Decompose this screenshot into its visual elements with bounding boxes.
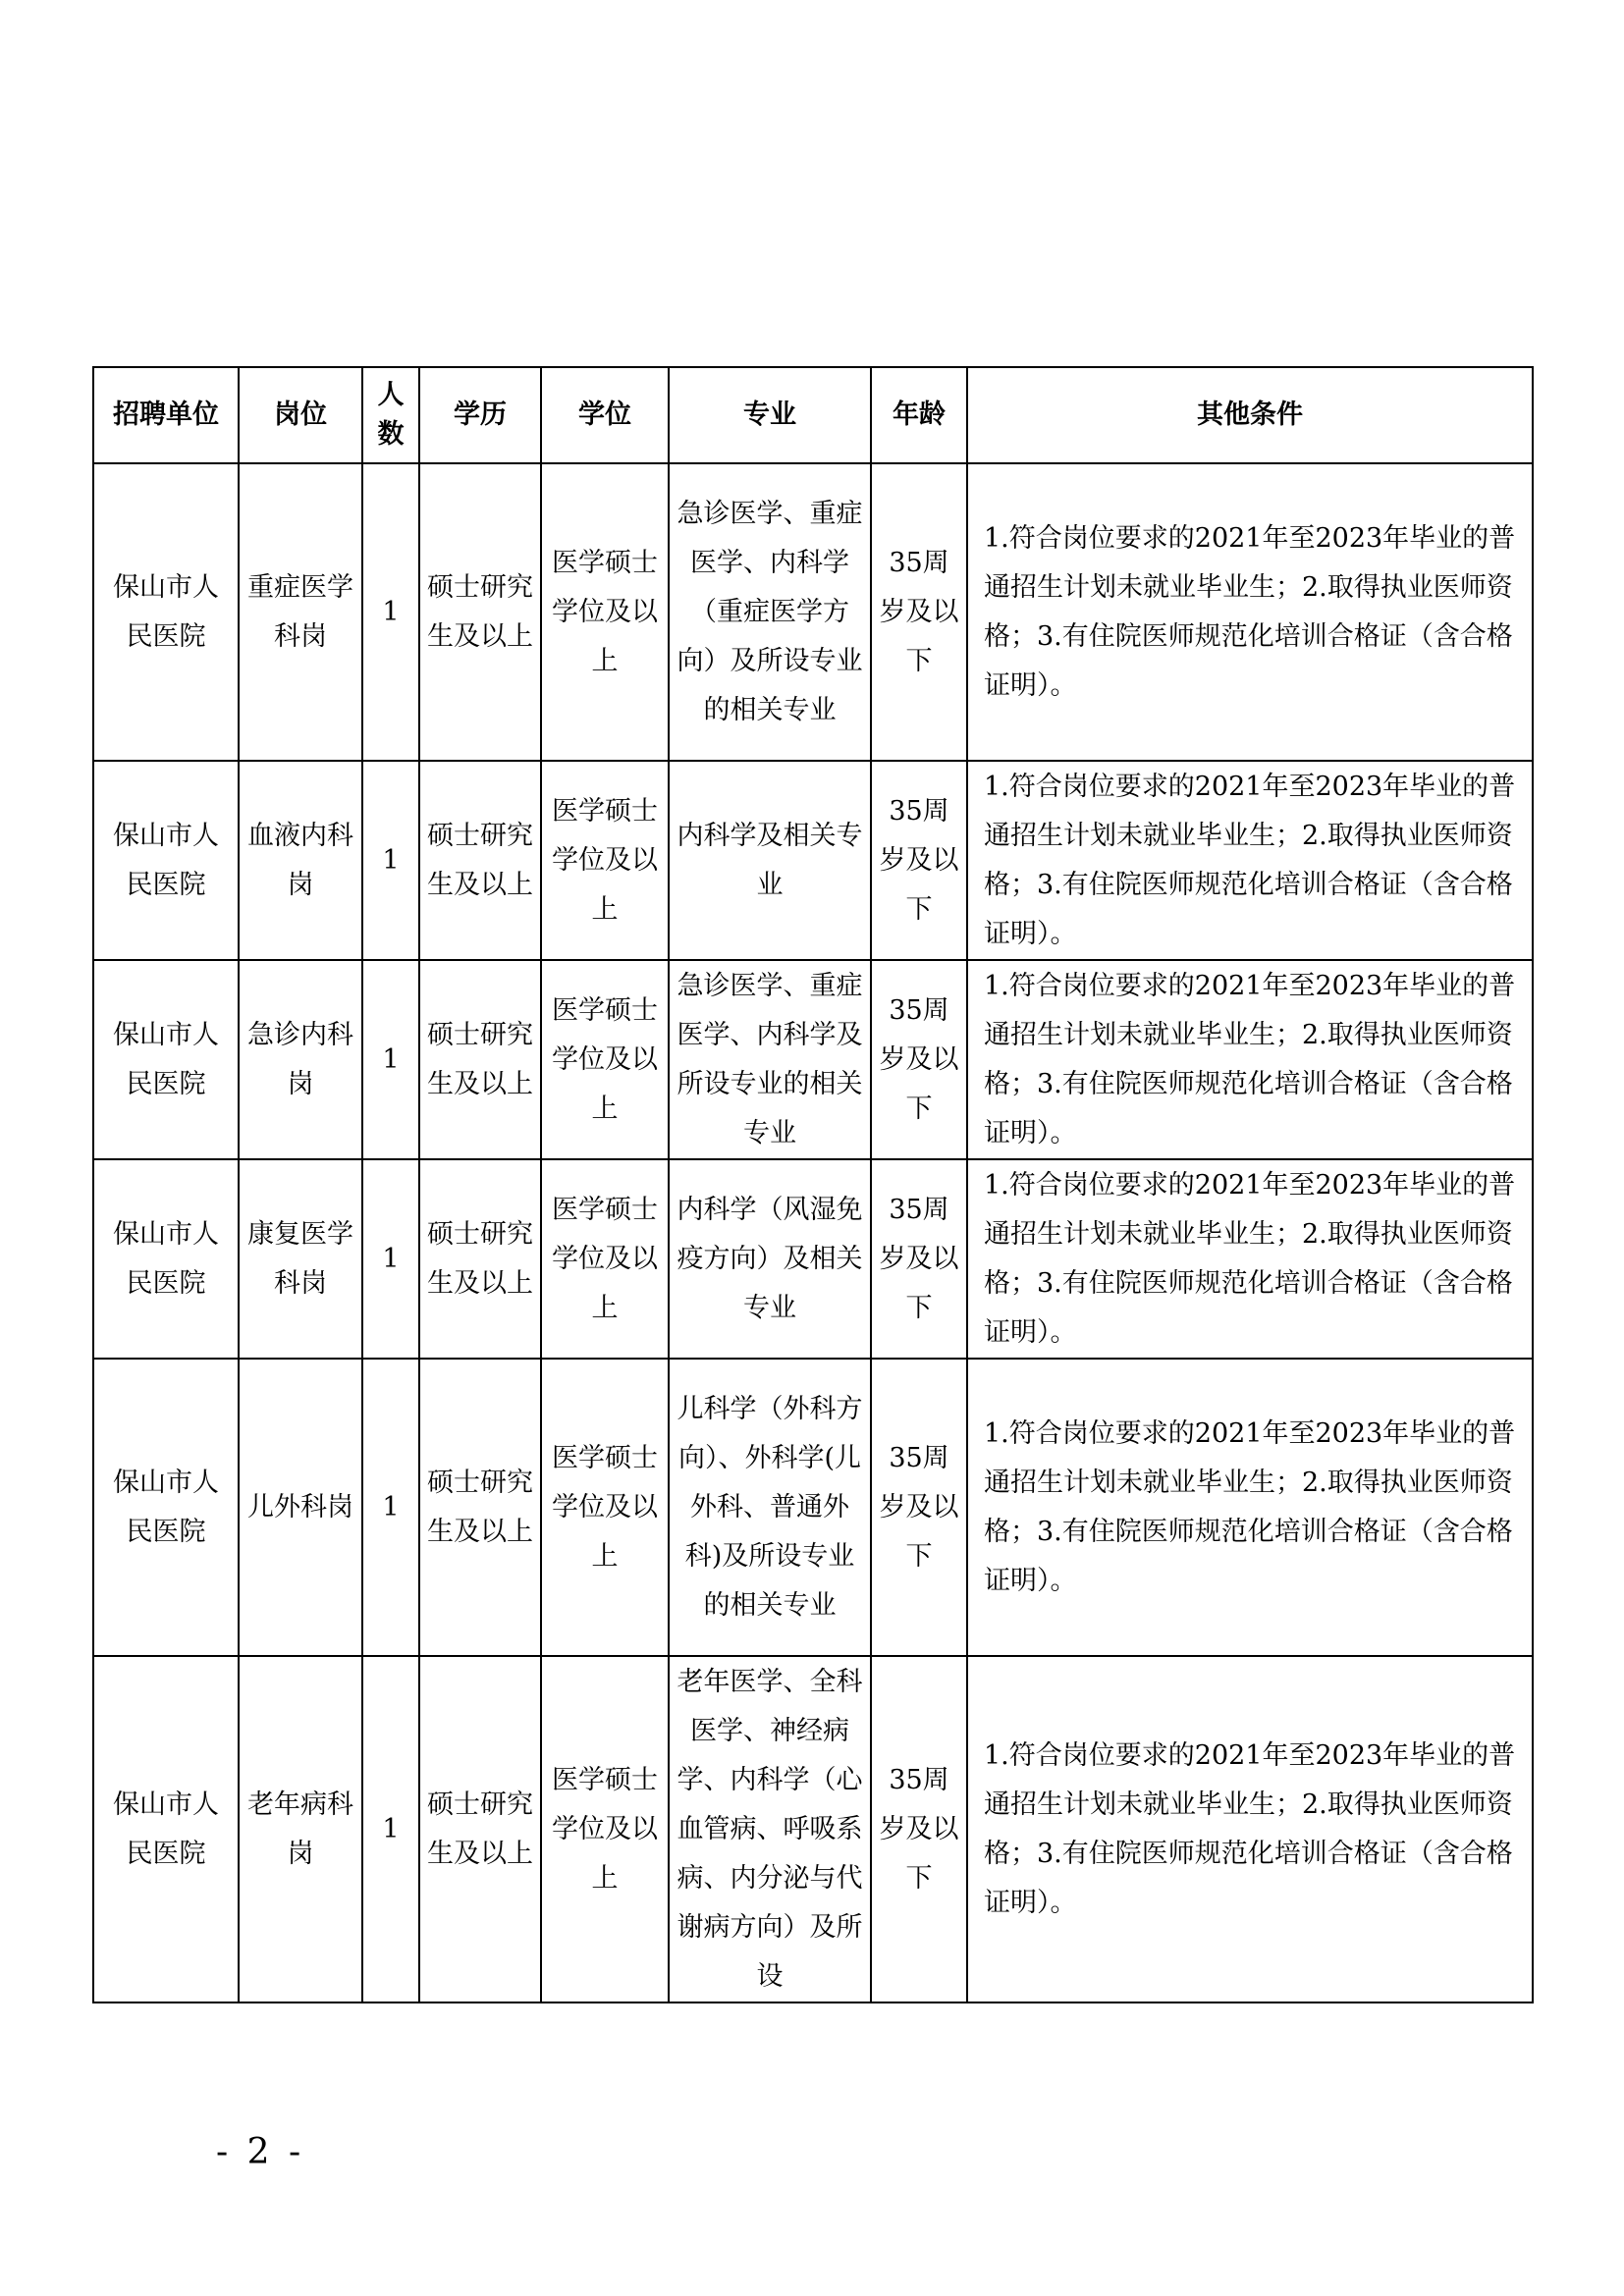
cell-major: 老年医学、全科医学、神经病学、内科学（心血管病、呼吸系病、内分泌与代谢病方向）及所设 [669,1656,871,2002]
cell-age: 35周岁及以下 [871,1359,967,1656]
table-row [93,761,1533,960]
cell-major: 急诊医学、重症医学、内科学及所设专业的相关专业 [669,960,871,1159]
cell-major: 急诊医学、重症医学、内科学（重症医学方向）及所设专业的相关专业 [669,463,871,761]
cell-major: 内科学（风湿免疫方向）及相关专业 [669,1159,871,1359]
cell-age: 35周岁及以下 [871,1656,967,2002]
header-conditions: 其他条件 [967,367,1533,463]
table-row [93,463,1533,761]
cell-major: 儿科学（外科方向）、外科学(儿外科、普通外科)及所设专业的相关专业 [669,1359,871,1656]
table-row [93,1656,1533,2002]
header-count: 人数 [362,367,419,463]
cell-degree: 医学硕士学位及以上 [541,960,669,1159]
cell-count: 1 [362,960,419,1159]
cell-count: 1 [362,1656,419,2002]
cell-count: 1 [362,1359,419,1656]
table-header-row [93,367,1533,463]
cell-conditions: 1.符合岗位要求的2021年至2023年毕业的普通招生计划未就业毕业生；2.取得执业医师资格；3.有住院医师规范化培训合格证（含合格证明）。 [967,463,1533,761]
cell-degree: 医学硕士学位及以上 [541,463,669,761]
cell-conditions: 1.符合岗位要求的2021年至2023年毕业的普通招生计划未就业毕业生；2.取得执业医师资格；3.有住院医师规范化培训合格证（含合格证明）。 [967,960,1533,1159]
table-row [93,1359,1533,1656]
cell-count: 1 [362,463,419,761]
table-row [93,1159,1533,1359]
cell-unit: 保山市人民医院 [93,960,239,1159]
cell-degree: 医学硕士学位及以上 [541,1359,669,1656]
cell-post: 血液内科岗 [239,761,362,960]
cell-conditions: 1.符合岗位要求的2021年至2023年毕业的普通招生计划未就业毕业生；2.取得执业医师资格；3.有住院医师规范化培训合格证（含合格证明）。 [967,1656,1533,2002]
cell-age: 35周岁及以下 [871,761,967,960]
header-post: 岗位 [239,367,362,463]
cell-count: 1 [362,1159,419,1359]
cell-education: 硕士研究生及以上 [419,1359,541,1656]
cell-post: 儿外科岗 [239,1359,362,1656]
cell-unit: 保山市人民医院 [93,1359,239,1656]
cell-education: 硕士研究生及以上 [419,1656,541,2002]
cell-education: 硕士研究生及以上 [419,1159,541,1359]
header-degree: 学位 [541,367,669,463]
cell-degree: 医学硕士学位及以上 [541,761,669,960]
header-education: 学历 [419,367,541,463]
cell-age: 35周岁及以下 [871,463,967,761]
cell-age: 35周岁及以下 [871,960,967,1159]
cell-education: 硕士研究生及以上 [419,463,541,761]
header-major: 专业 [669,367,871,463]
cell-post: 康复医学科岗 [239,1159,362,1359]
cell-post: 老年病科岗 [239,1656,362,2002]
table-row [93,960,1533,1159]
cell-unit: 保山市人民医院 [93,463,239,761]
cell-degree: 医学硕士学位及以上 [541,1656,669,2002]
cell-education: 硕士研究生及以上 [419,960,541,1159]
recruitment-table [92,366,1534,2003]
header-unit: 招聘单位 [93,367,239,463]
page-number: - 2 - [216,2132,305,2172]
header-age: 年龄 [871,367,967,463]
cell-unit: 保山市人民医院 [93,1656,239,2002]
cell-age: 35周岁及以下 [871,1159,967,1359]
cell-conditions: 1.符合岗位要求的2021年至2023年毕业的普通招生计划未就业毕业生；2.取得执业医师资格；3.有住院医师规范化培训合格证（含合格证明）。 [967,761,1533,960]
cell-conditions: 1.符合岗位要求的2021年至2023年毕业的普通招生计划未就业毕业生；2.取得执业医师资格；3.有住院医师规范化培训合格证（含合格证明）。 [967,1159,1533,1359]
cell-post: 急诊内科岗 [239,960,362,1159]
cell-conditions: 1.符合岗位要求的2021年至2023年毕业的普通招生计划未就业毕业生；2.取得执业医师资格；3.有住院医师规范化培训合格证（含合格证明）。 [967,1359,1533,1656]
cell-post: 重症医学科岗 [239,463,362,761]
cell-unit: 保山市人民医院 [93,761,239,960]
cell-count: 1 [362,761,419,960]
cell-unit: 保山市人民医院 [93,1159,239,1359]
cell-education: 硕士研究生及以上 [419,761,541,960]
cell-major: 内科学及相关专业 [669,761,871,960]
cell-degree: 医学硕士学位及以上 [541,1159,669,1359]
